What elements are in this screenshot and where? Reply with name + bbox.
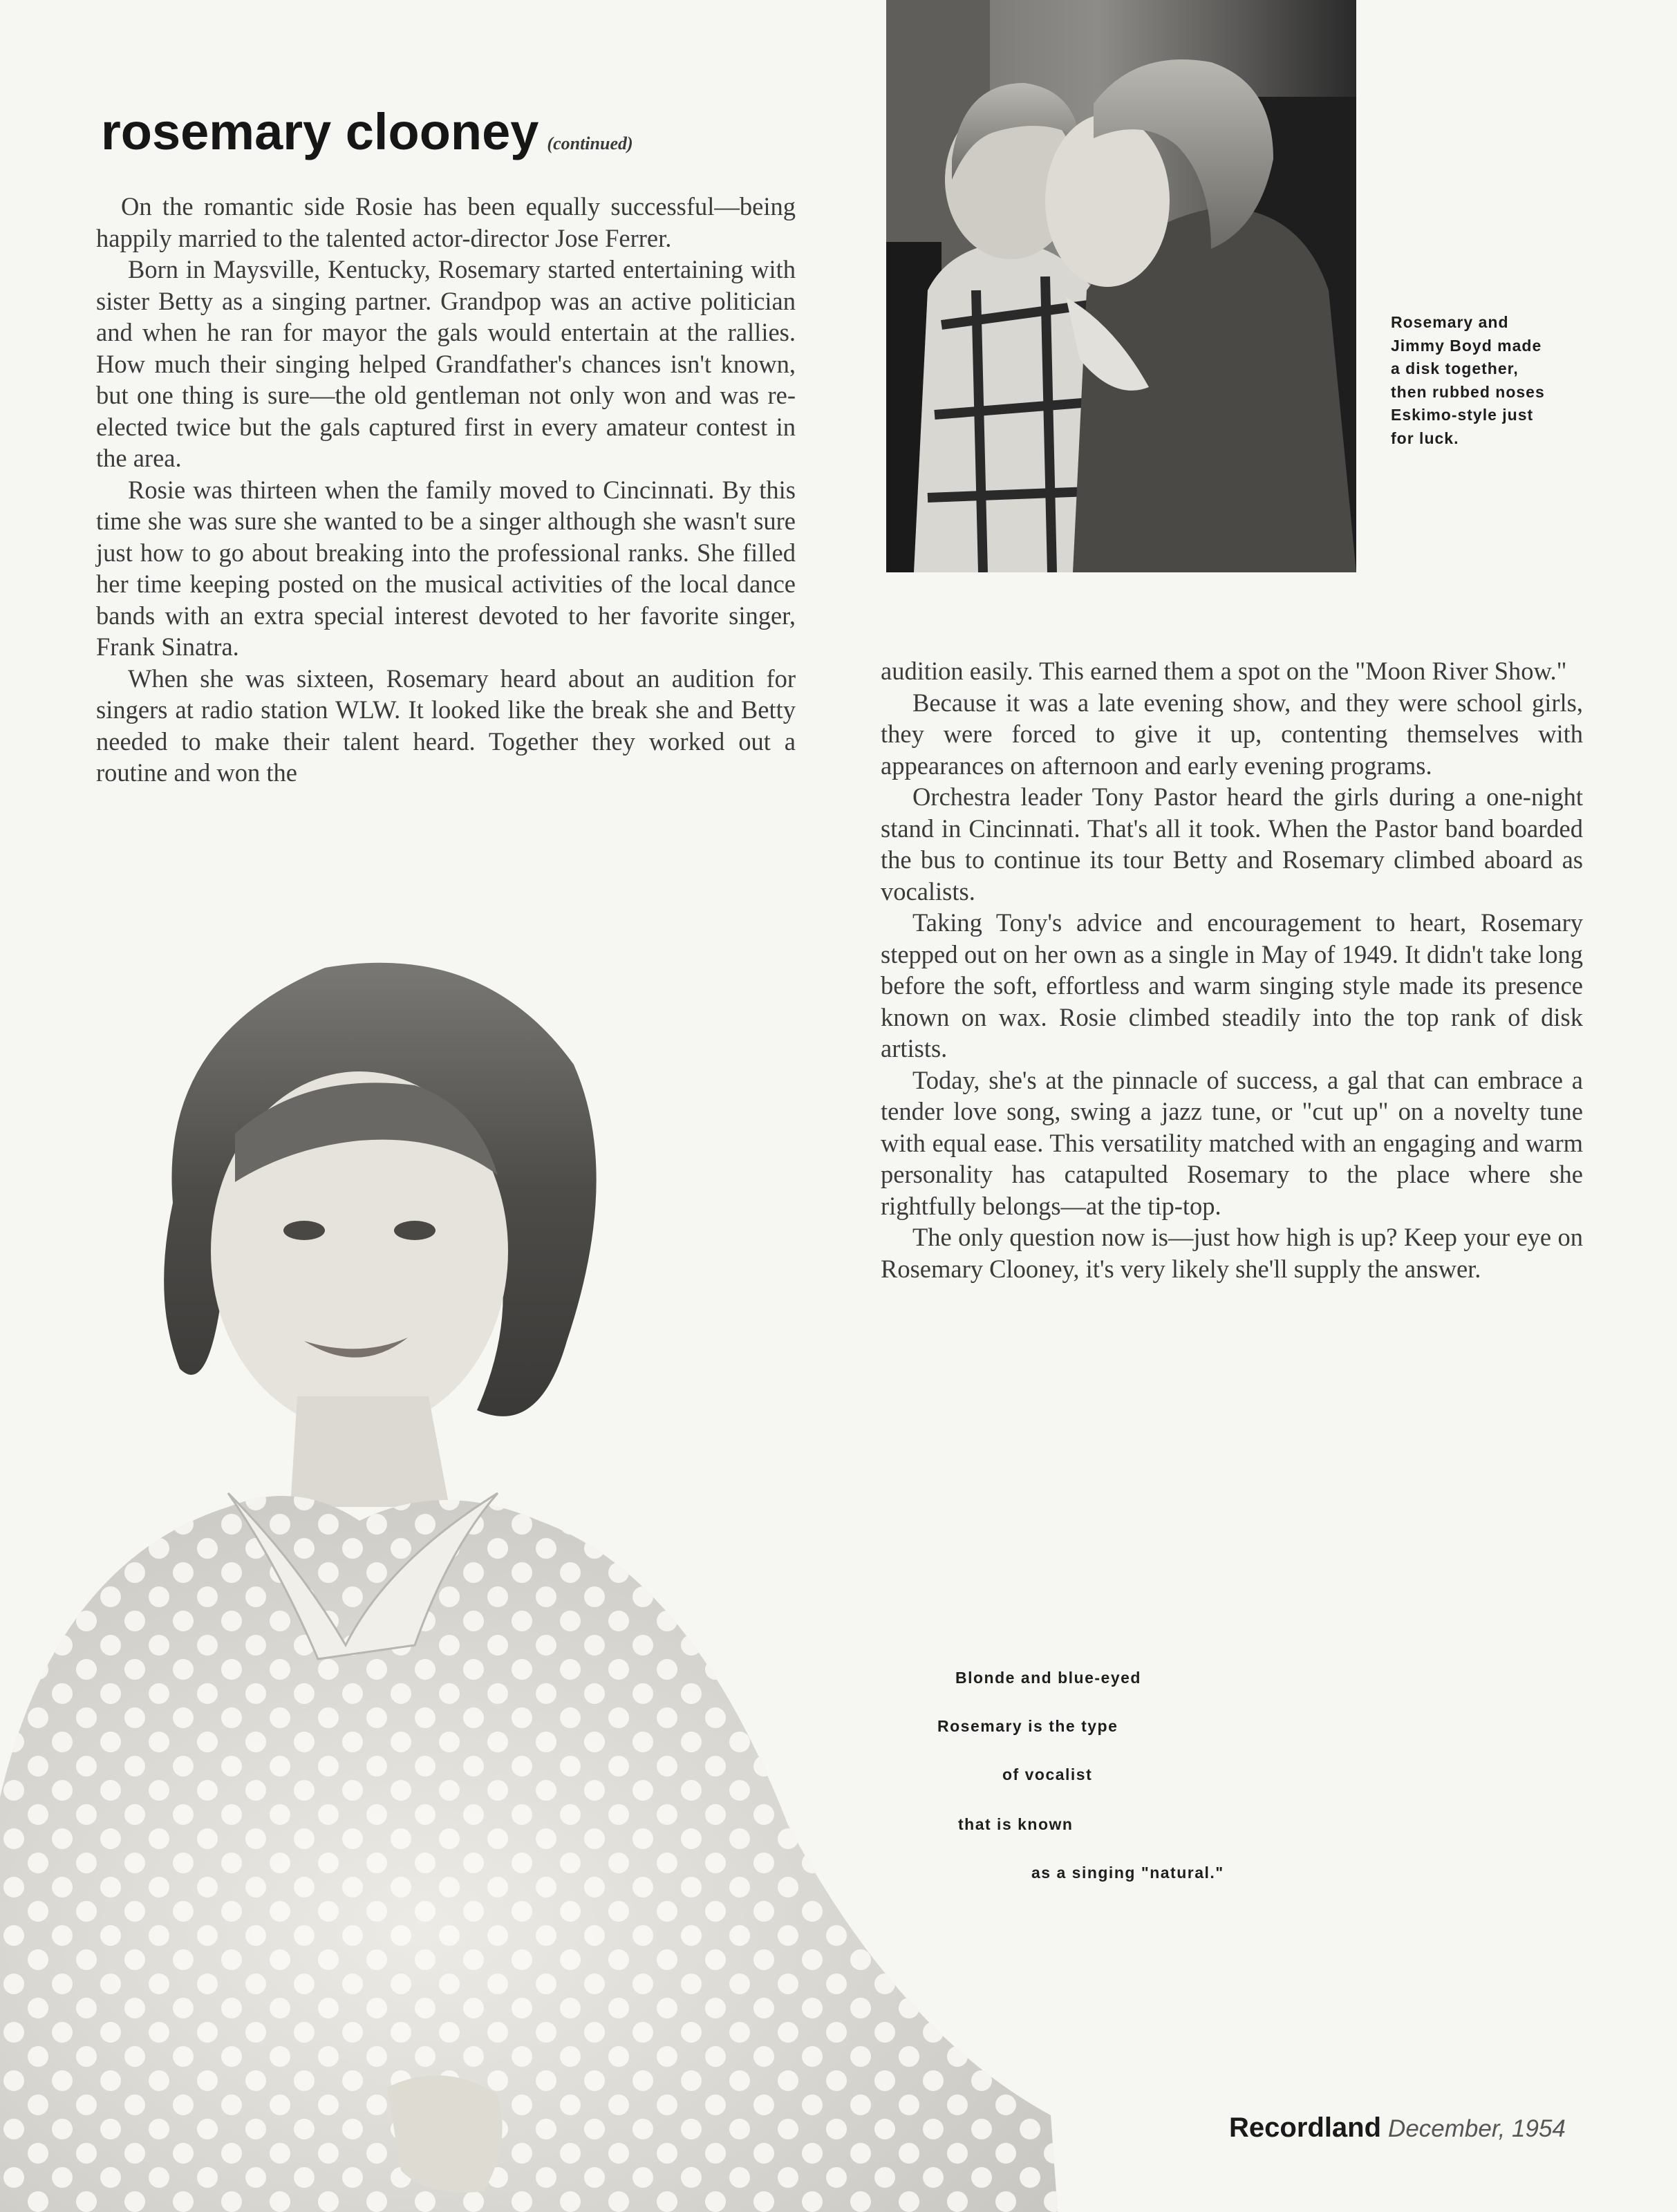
caption-line: for luck. [1391, 429, 1459, 447]
paragraph: Born in Maysville, Kentucky, Rosemary started entertaining with sister Betty as a singing partner. Grandpop was an active politician and when he ran for mayor the gals would entertain at the rallies. How much their singing helped Grandfather's chances isn't known, but one thing is sure—the old gentleman not only won and was re-elected twice but the gals captured first in every amateur contest in the area. [96, 255, 796, 472]
paragraph: audition easily. This earned them a spot on the "Moon River Show." [881, 657, 1567, 685]
paragraph: When she was sixteen, Rosemary heard about an audition for singers at radio station WLW. It looked like the break she and Betty needed to make their talent heard. Together they worked out a routine and won the [96, 664, 796, 787]
caption-line: a disk together, [1391, 359, 1519, 377]
caption-line: as a singing "natural." [1031, 1864, 1224, 1882]
photo-rosemary-jimmy-boyd [886, 0, 1356, 572]
caption-line: Eskimo-style just [1391, 406, 1534, 424]
article-headline [101, 102, 633, 161]
issue-date: December, 1954 [1388, 2115, 1566, 2142]
paragraph: Taking Tony's advice and encouragement to heart, Rosemary stepped out on her own as a single in May of 1949. It didn't take long before the soft, effortless and warm singing style made its presence known on wax. Rosie climbed steadily into the top rank of disk artists. [881, 908, 1583, 1062]
paragraph: On the romantic side Rosie has been equally successful—being happily married to the talented actor-director Jose Ferrer. [96, 192, 796, 252]
paragraph: Rosie was thirteen when the family moved to Cincinnati. By this time she was sure she wanted to be a singer although she wasn't sure just how to go about breaking into the professional ranks. She filled her time keeping posted on the musical activities of the local dance bands with an extra special interest devoted to her favorite singer, Frank Sinatra. [96, 475, 796, 661]
paragraph: The only question now is—just how high is up? Keep your eye on Rosemary Clooney, it's very likely she'll supply the answer. [881, 1223, 1583, 1283]
photo-caption-top [1391, 311, 1545, 450]
article-left-column [96, 191, 796, 789]
paragraph: Today, she's at the pinnacle of success, a gal that can embrace a tender love song, swing a jazz tune, or "cut up" on a novelty tune with equal ease. This versatility matched with an engaging and warm personality has catapulted Rosemary to the place where she rightfully belongs—at the tip-top. [881, 1065, 1583, 1220]
caption-line: Rosemary and [1391, 313, 1509, 331]
photo-rosemary-portrait-image [0, 954, 1058, 2212]
paragraph: Orchestra leader Tony Pastor heard the girls during a one-night stand in Cincinnati. That's all it took. When the Pastor band boarded the bus to continue its tour Betty and Rosemary climbed aboard as vocalists. [881, 782, 1583, 906]
photo-rosemary-portrait [0, 954, 1058, 2212]
magazine-name: Recordland [1229, 2112, 1382, 2143]
page-footer [1229, 2112, 1566, 2144]
caption-line: Rosemary is the type [937, 1717, 1118, 1735]
photo-rosemary-jimmy-boyd-image [886, 0, 1356, 572]
caption-line: Blonde and blue-eyed [955, 1669, 1141, 1687]
continued-label: (continued) [547, 133, 633, 153]
caption-line: of vocalist [1002, 1765, 1093, 1783]
caption-line: then rubbed noses [1391, 382, 1545, 401]
paragraph: Because it was a late evening show, and they were school girls, they were forced to give it up, contenting themselves with appearances on afternoon and early evening programs. [881, 688, 1583, 780]
article-title: rosemary clooney [101, 103, 539, 160]
caption-line: that is known [958, 1815, 1074, 1833]
caption-line: Jimmy Boyd made [1391, 336, 1542, 355]
